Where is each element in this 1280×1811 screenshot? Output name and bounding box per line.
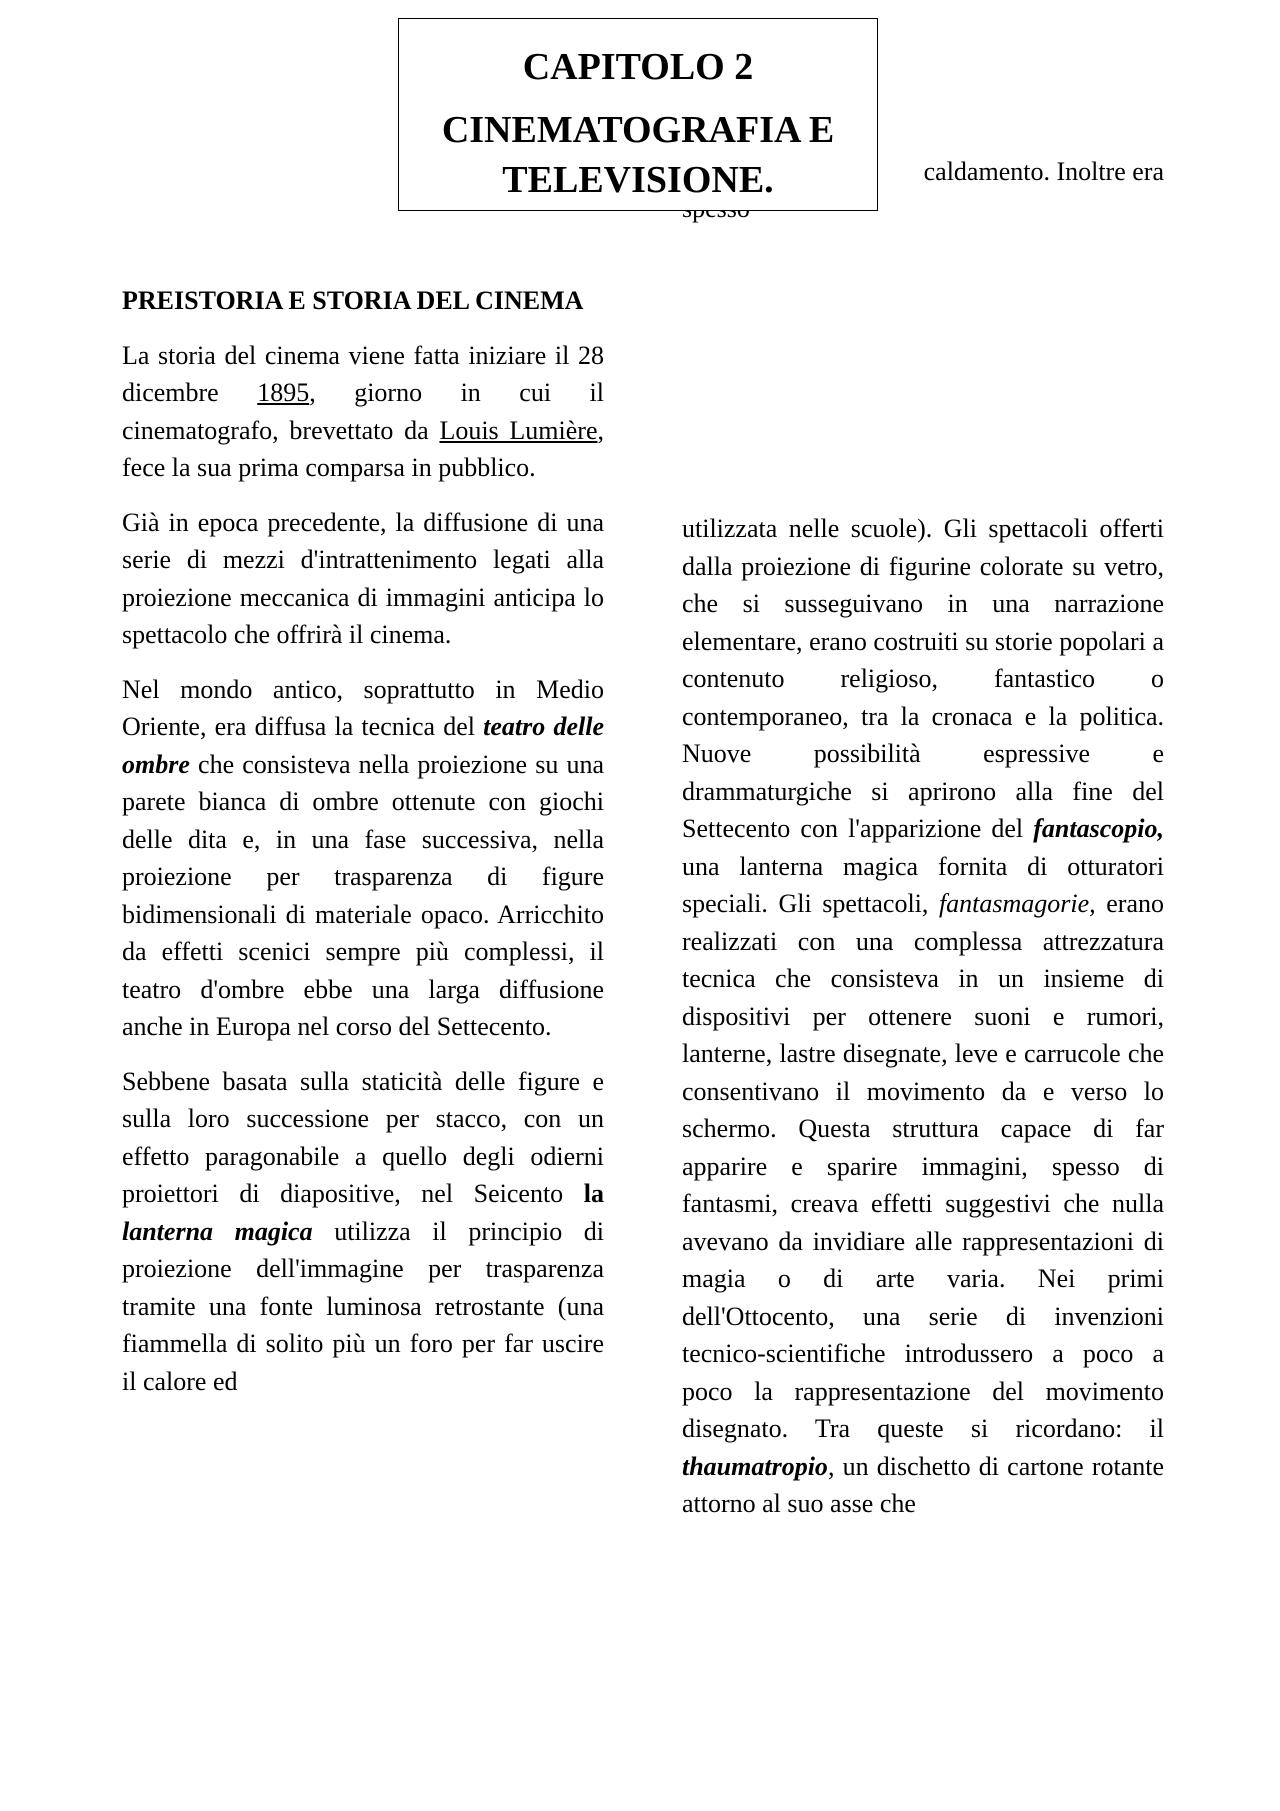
bold-article: la	[583, 1179, 604, 1208]
chapter-number: CAPITOLO 2	[522, 46, 754, 88]
text-span: La storia del cinema viene fatta iniziare il 28 dicembre	[122, 340, 604, 407]
paragraph-5	[682, 510, 1164, 1523]
paragraph-3	[122, 671, 604, 1046]
text-span: utilizza il principio di proiezione dell'immagine per trasparenza tramite una fonte luminosa retrostante (una fiammella di solito più un foro per far uscire il calore ed	[122, 1216, 605, 1396]
paragraph-2: Già in epoca precedente, la diffusione di una serie di mezzi d'intrattenimento legati alla proiezione meccanica di immagini anticipa lo spettacolo che offrirà il cinema.	[122, 507, 604, 649]
chapter-title-box	[398, 18, 878, 211]
text-span: , fece la sua prima comparsa in pubblico.	[122, 415, 604, 482]
emphasis-lanterna-magica: lanterna magica	[122, 1216, 313, 1246]
emphasis-fantasmagorie: fantasmagorie,	[938, 889, 1096, 918]
paragraph-4	[122, 1063, 604, 1401]
text-span: Sebbene basata sulla staticità delle figure e sulla loro successione per stacco, con un effetto paragonabile a quello degli odierni proiettori di diapositive, nel Seicento	[122, 1066, 604, 1208]
emphasis-fantascopio: fantascopio,	[1033, 814, 1164, 843]
emphasis-thaumatropio: thaumatropio	[682, 1451, 828, 1481]
right-column	[682, 510, 1164, 1540]
text-span: , un dischetto di cartone rotante attorno al suo asse che	[682, 1451, 1164, 1518]
text-span: una lanterna magica fornita di otturatori speciali. Gli spettacoli,	[682, 851, 1164, 918]
text-span: erano realizzati con una complessa attrezzatura tecnica che consisteva in un insieme di dispositivi per ottenere suoni e rumori, lanterne, lastre disegnate, leve e carrucole che consentivano il movimento da e verso lo schermo. Questa struttura capace di far apparire e sparire immagini, spesso di fantasmi, creava effetti suggestivi che nulla avevano da invidiare alle rappresentazioni di magia o di arte varia. Nei primi dell'Ottocento, una serie di invenzioni tecnico-scientifiche introdussero a poco a poco la rappresentazione del movimento disegnato. Tra queste si ricordano: il	[682, 889, 1164, 1443]
section-heading: PREISTORIA E STORIA DEL CINEMA	[122, 286, 584, 315]
paragraph-1	[122, 337, 604, 487]
left-column	[122, 282, 604, 1417]
text-span: che consisteva nella proiezione su una parete bianca di ombre ottenute con giochi delle dita e, in una fase successiva, nella proiezione per trasparenza di figure bidimensionali di materiale opaco. Arricchito da effetti scenici sempre più complessi, il teatro d'ombre ebbe una larga diffusione anche in Europa nel corso del Settecento.	[122, 749, 604, 1041]
text-span: Nel mondo antico, soprattutto in Medio Oriente, era diffusa la tecnica del	[122, 674, 604, 741]
link-louis-lumiere[interactable]: Louis Lumière	[439, 415, 598, 445]
overflow-text-line: caldamento. Inoltre era	[923, 157, 1164, 186]
text-span: , giorno in cui il cinematografo, brevettato da	[122, 378, 604, 445]
emphasis-teatro-ombre: teatro delle ombre	[122, 712, 604, 779]
link-1895[interactable]: 1895	[257, 378, 310, 407]
text-span: utilizzata nelle scuole). Gli spettacoli offerti dalla proiezione di figurine colorate su vetro, che si susseguivano in una narrazione elementare, erano costruiti su storie popolari a contenuto religioso, fantastico o contemporaneo, tra la cronaca e la politica. Nuove possibilità espressive e drammaturgiche si aprirono alla fine del Settecento con l'apparizione del	[682, 514, 1164, 843]
chapter-title: CINEMATOGRAFIA E TELEVISIONE.	[441, 109, 835, 201]
